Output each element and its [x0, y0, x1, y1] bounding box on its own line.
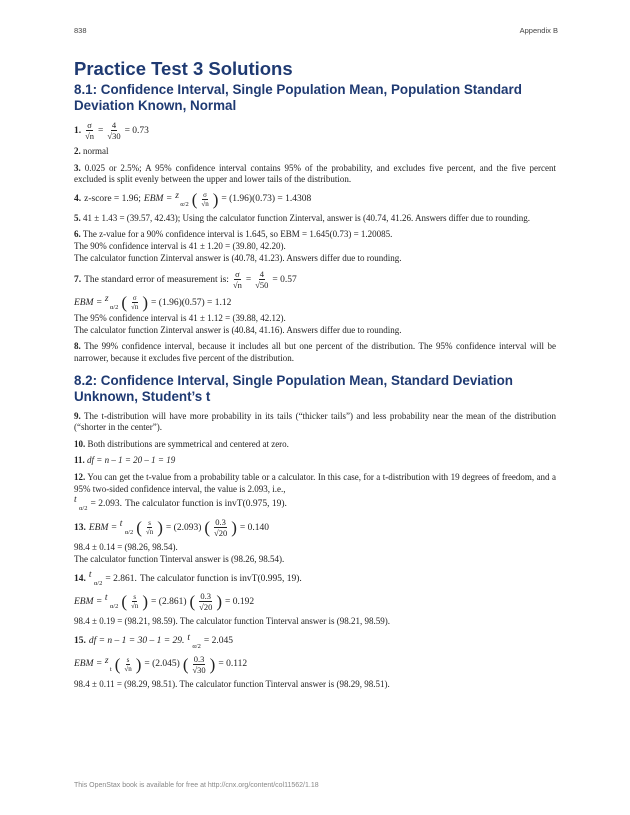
page-number: 838: [74, 26, 87, 35]
page-footer: This OpenStax book is available for free at http://cnx.org/content/col11562/1.18: [74, 782, 319, 789]
answer-8: 8. The 99% confidence interval, because it includes all but one percent of the distribution. The 95% confidence interval will be narrower, because it excludes five percent of the distribution.: [74, 341, 556, 363]
answer-9: 9. The t-distribution will have more probability in its tails (“thicker tails”) and less probability near the mean of the distribution (“shorter in the center”).: [74, 410, 556, 433]
answer-5: 5. 41 ± 1.43 = (39.57, 42.43); Using the calculator function Zinterval, answer is (40.74, 41.26. Answers differ due to rounding.: [74, 212, 531, 223]
answer-1: 1. $\frac{\sigma}{√n}$ = $\frac{4}{√30}$ = 0.73: [74, 120, 149, 141]
answer-12: 12. You can get the t-value from a probability table or a calculator. In this case, for a t-distribution with 19 degrees of freedom, and a 95% two-sided confidence interval, the value is 2.093, i.e., t α/2 = 2.093. The calculator function is invT(0.975, 19).: [74, 471, 556, 513]
section-heading-8-1: 8.1: Confidence Interval, Single Population Mean, Population Standard Deviation Known, Normal: [74, 82, 522, 113]
section-label: Appendix B: [519, 26, 558, 35]
section-heading-8-2: 8.2: Confidence Interval, Single Population Mean, Standard Deviation Unknown, Student’s t: [74, 372, 513, 404]
answer-4: 4. z-score = 1.96; EBM = z α/2 ( $\frac{\sigma}{√n}$ ) = (1.96)(0.73) = 1.4308: [74, 189, 312, 209]
answer-11: 11. df = n – 1 = 20 – 1 = 19: [74, 455, 176, 466]
answer-10: 10. Both distributions are symmetrical and centered at zero.: [74, 438, 289, 449]
sigma-over-sqrt-n: $\frac{\sigma}{√n}$: [85, 120, 95, 141]
main-content: [74, 58, 556, 695]
four-over-sqrt-30: $\frac{4}{√30}$: [107, 120, 121, 141]
answer-13: 13. EBM = t α/2 ( $\frac{s}{√n}$ ) = (2.093) ( $\frac{0.3}{√20}$ ) = 0.140 98.4 ± 0.14 = (98.26, 98.54). The calculator function Tinterval answer is (98.26, 98.54).: [74, 517, 285, 564]
answer-14: 14. t α/2 = 2.861. The calculator function is invT(0.995, 19). EBM = t α/2 ( $\frac{s}{√n}$ ) = (2.861) ( $\frac{0.3}{√20}$ ) = 0.192 98.4 ± 0.19 = (98.21, 98.59). The calculator function Tinterval answer is (98.21, 98.59).: [74, 570, 391, 627]
answer-2: 2. normal: [74, 146, 109, 156]
answer-15: 15. df = n – 1 = 30 – 1 = 29. t α/2 = 2.045 EBM = z t ( $\frac{s}{√n}$ ) = (2.045) ( $\frac{0.3}{√30}$ ) = 0.112 98.4 ± 0.11 = (98.29, 98.51). The calculator function Tinterval answer is (98.29, 98.51).: [74, 632, 390, 689]
answer-3: 3. 0.025 or 2.5%; A 95% confidence interval contains 95% of the probability, and excludes five percent, and the five percent excluded is split evenly between the upper and lower tails of the distribution.: [74, 162, 557, 185]
answer-6: 6. The z-value for a 90% confidence interval is 1.645, so EBM = 1.645(0.73) = 1.20085. The 90% confidence interval is 41 ± 1.20 = (39.80, 42.20). The calculator function Zinterval answer is (40.78, 41.23). Answers differ due to rounding.: [74, 229, 402, 263]
page-title: Practice Test 3 Solutions: [74, 58, 293, 79]
answer-7: 7. The standard error of measurement is: $\frac{\sigma}{√n}$ = $\frac{4}{√50}$ = 0.57 EBM = z α/2 ( $\frac{\sigma}{√n}$ ) = (1.96)(0.57) = 1.12 The 95% confidence interval is 41 ± 1.12 = (39.88, 42.12). The calculator function Zinterval answer is (40.84, 41.16). Answers differ due to rounding.: [74, 269, 402, 335]
